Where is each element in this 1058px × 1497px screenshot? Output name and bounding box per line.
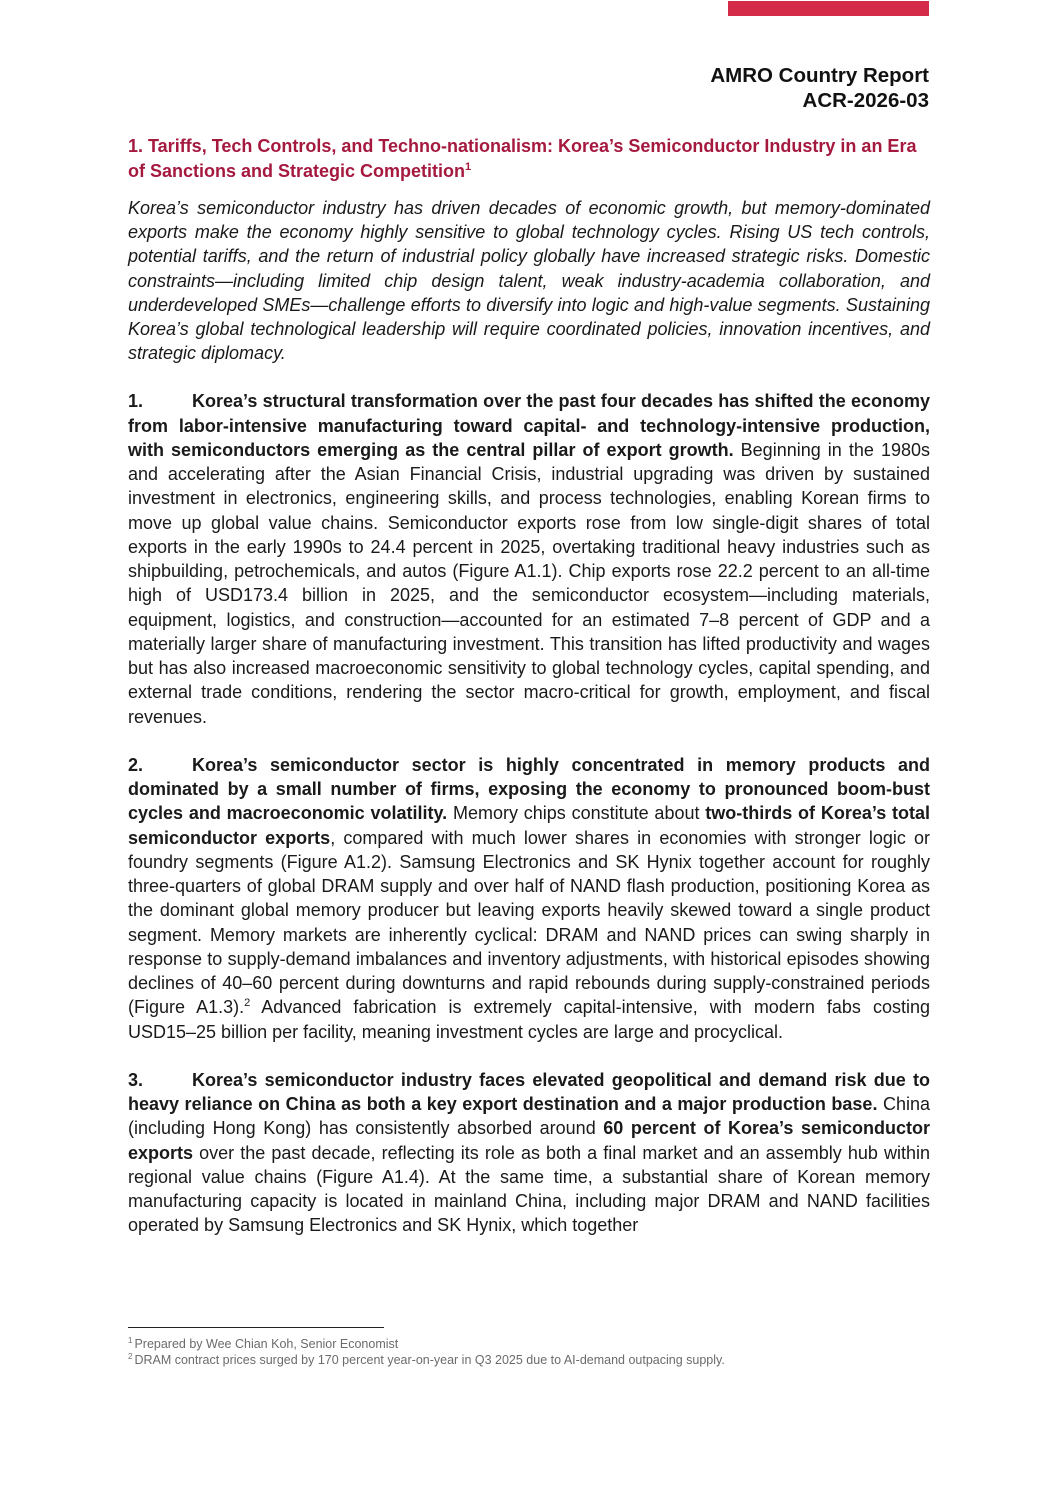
footnote-number: 2 — [128, 1352, 133, 1361]
report-series: AMRO Country Report — [710, 64, 929, 87]
paragraph-3 — [128, 1068, 930, 1238]
paragraph-number: 1. — [128, 391, 144, 412]
paragraph-body: China (including Hong Kong) has consistently absorbed around — [128, 1094, 931, 1139]
paragraph-2 — [128, 753, 930, 1044]
footnote-ref[interactable]: 2 — [244, 997, 251, 1010]
footnotes — [128, 1336, 930, 1368]
footnote-number: 1 — [128, 1336, 133, 1345]
paragraph-number: 3. — [128, 1069, 144, 1090]
footnote-text: Prepared by Wee Chian Koh, Senior Economist — [134, 1337, 399, 1351]
paragraph-body: over the past decade, reflecting its role as both a final market and an assembly hub within regional value chains (Figure A1.4). At the same time, a substantial share of Korean memory manufacturing capacity is located in mainland China, including major DRAM and NAND facilities operated by Samsung Electronics and SK Hynix, which together — [128, 1142, 930, 1236]
report-header — [710, 63, 929, 113]
paragraph-lead: Korea’s semiconductor sector is highly concentrated in memory products and dominated by a small number of firms, exposing the economy to pronounced boom-bust cycles and macroeconomic volatility. — [128, 754, 930, 824]
paragraph-body: Beginning in the 1980s and accelerating after the Asian Financial Crisis, industrial upgrading was driven by sustained investment in electronics, engineering skills, and process technologies, enabling Korean firms to move up global value chains. Semiconductor exports rose from low single-digit shares of total exports in the early 1990s to 24.4 percent in 2025, overtaking traditional heavy industries such as shipbuilding, petrochemicals, and autos (Figure A1.1). Chip exports rose 22.2 percent to an all-time high of USD173.4 billion in 2025, and the semiconductor ecosystem—including materials, equipment, logistics, and construction—accounted for an estimated 7–8 percent of GDP and a materially larger share of manufacturing investment. This transition has lifted productivity and wages but has also increased macroeconomic sensitivity to global technology cycles, capital spending, and external trade conditions, rendering the sector macro-critical for growth, employment, and fiscal revenues. — [128, 439, 930, 727]
paragraph-body: Advanced fabrication is extremely capital-intensive, with modern fabs costing USD15–25 billion per facility, meaning investment cycles are large and procyclical. — [128, 997, 931, 1042]
report-id: ACR-2026-03 — [802, 89, 929, 112]
paragraph-body: Memory chips constitute about — [447, 803, 706, 824]
section-title-text: 1. Tariffs, Tech Controls, and Techno-nationalism: Korea’s Semiconductor Industry in an Era of Sanctions and Strategic Competition — [128, 136, 917, 181]
document-body — [128, 134, 930, 1238]
section-title — [128, 134, 930, 184]
footnote-1 — [128, 1336, 930, 1352]
section-abstract: Korea’s semiconductor industry has driven decades of economic growth, but memory-dominated exports make the economy highly sensitive to global technology cycles. Rising US tech controls, potential tariffs, and the return of industrial policy globally have increased strategic risks. Domestic constraints—including limited chip design talent, weak industry-academia collaboration, and underdeveloped SMEs—challenge efforts to diversify into logic and high-value segments. Sustaining Korea’s global technological leadership will require coordinated policies, innovation incentives, and strategic diplomacy. — [128, 198, 930, 364]
brand-color-bar — [728, 1, 929, 16]
footnote-separator — [128, 1327, 384, 1328]
footnote-2 — [128, 1352, 930, 1368]
paragraph-number: 2. — [128, 754, 144, 775]
paragraph-1 — [128, 389, 930, 729]
paragraph-lead: Korea’s structural transformation over the past four decades has shifted the economy from labor-intensive manufacturing toward capital- and technology-intensive production, with semiconductors emerging as the central pillar of export growth. — [128, 391, 930, 460]
paragraph-emphasis: 60 percent of Korea’s semiconductor exports — [128, 1118, 930, 1163]
footnote-ref[interactable]: 1 — [465, 161, 472, 173]
paragraph-emphasis: two-thirds of Korea’s total semiconductor exports — [128, 803, 931, 848]
paragraph-lead: Korea’s semiconductor industry faces elevated geopolitical and demand risk due to heavy reliance on China as both a key export destination and a major production base. — [128, 1069, 930, 1115]
paragraph-body: , compared with much lower shares in economies with stronger logic or foundry segments (Figure A1.2). Samsung Electronics and SK Hynix together account for roughly three-quarters of global DRAM supply and over half of NAND flash production, positioning Korea as the dominant global memory producer but leaving exports heavily skewed toward a single product segment. Memory markets are inherently cyclical: DRAM and NAND prices can swing sharply in response to supply-demand imbalances and inventory adjustments, with historical episodes showing declines of 40–60 percent during downturns and rapid rebounds during supply-constrained periods (Figure A1.3). — [128, 827, 931, 1018]
footnote-text: DRAM contract prices surged by 170 percent year-on-year in Q3 2025 due to AI-demand outpacing supply. — [134, 1353, 725, 1367]
